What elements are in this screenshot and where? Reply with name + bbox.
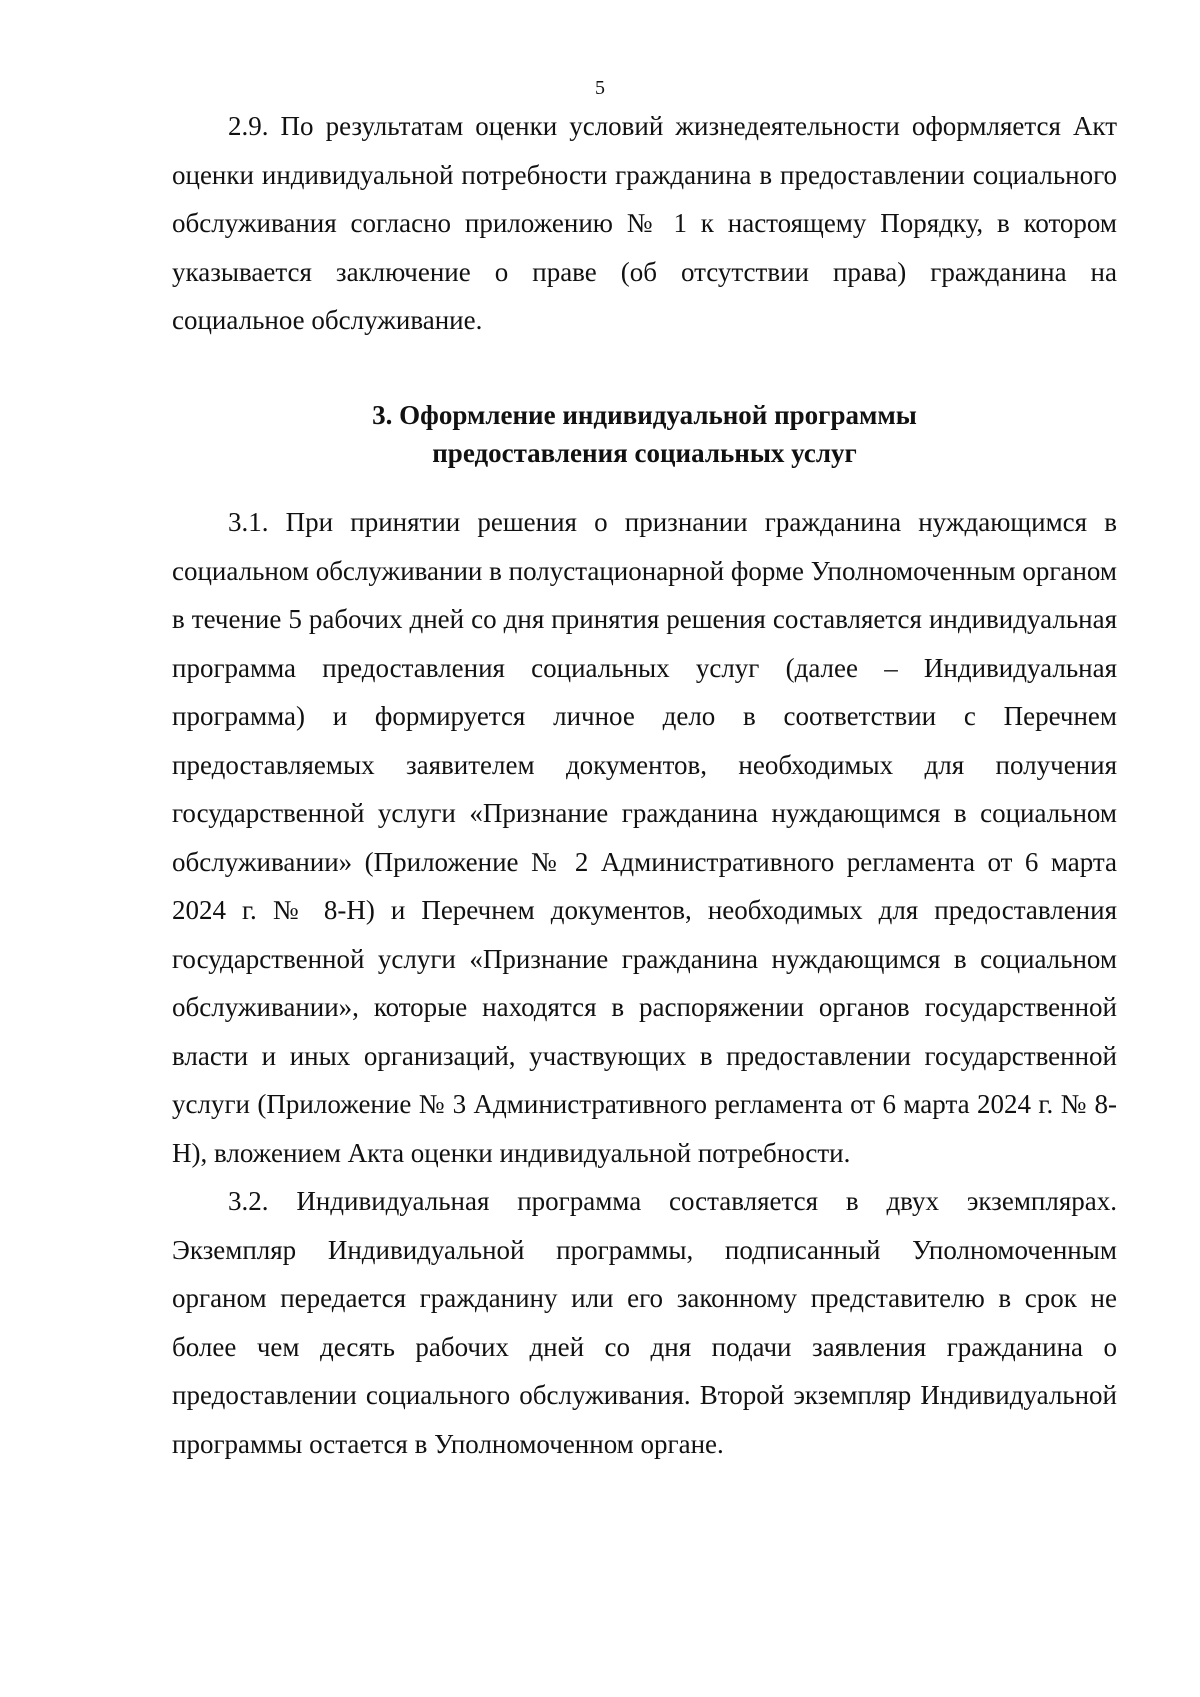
page-number: 5: [595, 77, 605, 99]
paragraph-3-1: 3.1. При принятии решения о признании гражданина нуждающимся в социальном обслуживании в полустационарной форме Уполномоченным органом в течение 5 рабочих дней со дня принятия решения составляется индивидуальная программа предоставления социальных услуг (далее – Индивидуальная программа) и формируется личное дело в соответствии с Перечнем предоставляемых заявителем документов, необходимых для получения государственной услуги «Признание гражданина нуждающимся в социальном обслуживании» (Приложение № 2 Административного регламента от 6 марта 2024 г. № 8-Н) и Перечнем документов, необходимых для предоставления государственной услуги «Признание гражданина нуждающимся в социальном обслуживании», которые находятся в распоряжении органов государственной власти и иных организаций, участвующих в предоставлении государственной услуги (Приложение № 3 Административного регламента от 6 марта 2024 г. № 8-Н), вложением Акта оценки индивидуальной потребности.: [172, 507, 1117, 1168]
section-3-body: [172, 498, 1117, 1468]
paragraph-2-9: 2.9. По результатам оценки условий жизнедеятельности оформляется Акт оценки индивидуальной потребности гражданина в предоставлении социального обслуживания согласно приложению № 1 к настоящему Порядку, в котором указывается заключение о праве (об отсутствии права) гражданина на социальное обслуживание.: [172, 111, 1117, 335]
section-3-heading: [172, 396, 1117, 472]
paragraph-3-2: 3.2. Индивидуальная программа составляется в двух экземплярах. Экземпляр Индивидуальной программы, подписанный Уполномоченным органом передается гражданину или его законному представителю в срок не более чем десять рабочих дней со дня подачи заявления гражданина о предоставлении социального обслуживания. Второй экземпляр Индивидуальной программы остается в Уполномоченном органе.: [172, 1186, 1117, 1459]
section-3-heading-line1: 3. Оформление индивидуальной программы: [372, 400, 917, 430]
section-3-heading-line2: предоставления социальных услуг: [432, 438, 857, 468]
paragraph-2-9-block: [172, 102, 1117, 345]
